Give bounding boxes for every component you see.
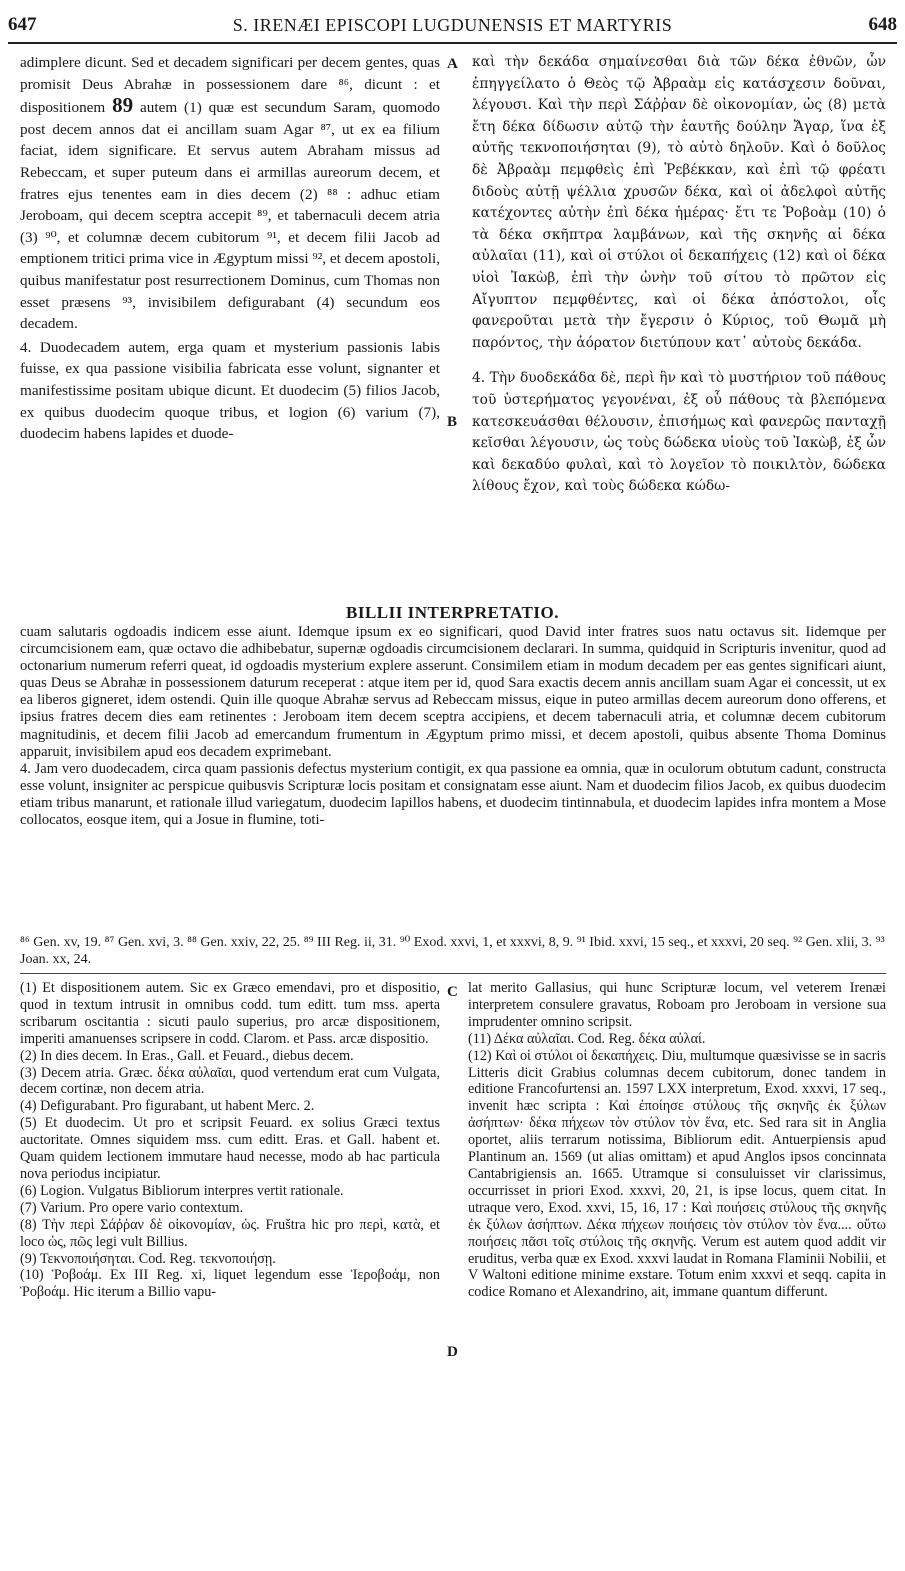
page-header	[8, 8, 897, 44]
page-number-left: 647	[8, 14, 37, 35]
interpretatio-text	[20, 624, 886, 829]
section-number: 89	[112, 93, 134, 118]
greek-text-column	[472, 52, 886, 498]
latin-paragraph: adimplere dicunt. Sed et decadem significari per decem gentes, quas promisit Deus Abrahæ in possessionem dare ⁸⁶, dicunt : et dispositionem 89 autem (1) quæ est secundum Saram, quomodo post decem annos dat ei ancillam suam Agar ⁸⁷, ut ex ea filium faciat, idem significare. Et servus autem Abraham missus ad Rebeccam, et super puteum dans ei armillas aureorum decem, et fratres ejus tenentes eam in dies decem (2) ⁸⁸ : adhuc etiam Jeroboam, qui decem sceptra accepit ⁸⁹, et tabernaculi decem atria (3) ⁹⁰, et columnæ decem cubitorum ⁹¹, et decem filii Jacob ad emptionem tritici prima vice in Ægyptum missi ⁹², et decem apostoli, quibus manifestatur post resurrectionem Dominus, cum Thomas non esset præsens ⁹³, invisibilem defigurabant (4) secundum eos decadem.	[20, 54, 441, 333]
interpretatio-paragraph: cuam salutaris ogdoadis indicem esse aiunt. Idemque ipsum ex eo significari, quod David inter fratres suos natu octavus sit. Iidemque per circumcisionem eam, quæ octavo die adhibebatur, supernæ ogdoadis circumcisionem declarari. In summa, quidquid in Scripturis invenitur, quod ad octonarium numerum referri queat, id ogdoadis mysterium explere asserunt. Consimilem etiam in modum decadem per eas gentes significari aiunt, quas Deus se Abrahæ in possessionem daturum receperat : atque item per id, quod Sara exactis decem annis ancillam suam Agar ei concessit, ut ex ea liberos gigneret, idem ostendi. Quin ille quoque Abrahæ servus ad Rebeccam missus, eique in puteo armillas decem aureorum dono offerens, et ipsius fratres decem dies eam retinentes : Jeroboam item decem sceptra accipiens, et decem tabernaculi atria, et columnæ decem cubitorum magnitudinis, et decem filii Jacob ad emercandum frumentum in Ægyptum primo missi, et decem apostoli, quibus absente Thoma Dominus apparuit, invisibilem apud eos decadem exprimebant.	[20, 624, 886, 760]
running-title: S. IRENÆI EPISCOPI LUGDUNENSIS ET MARTYRIS	[232, 15, 673, 35]
margin-marker-d: D	[447, 1344, 458, 1360]
interpretatio-paragraph: 4. Jam vero duodecadem, circa quam passionis defectus mysterium contigit, ex qua passione ea omnia, quæ in oculorum obtutum cadunt, constructa esse volunt, insigniter ac perspicue quibusvis Scripturæ locis positam et consignatam esse aiunt. Nam et duodecim filios Jacob, ex quibus duodecim etiam tribus manarunt, et rationale illud variegatum, duodecim lapillos habens, et duodecim tintinnabula, et duodecim lapides infra montem a Mose collocatos, eosque item, qui a Josue in flumine, toti-	[20, 760, 886, 829]
margin-marker-a: A	[447, 56, 458, 72]
latin-text-column	[20, 52, 440, 445]
note-item: (7) Varium. Pro opere vario contextum.	[20, 1199, 244, 1216]
note-item: (12) Καὶ οἱ στύλοι οἱ δεκαπήχεις. Diu, multumque quæsivisse se in sacris Litteris dicit Grabius columnas decem cubitorum, donec tandem in editione Francofurtensi an. 1597 LXX interpretum, Exod. xxxvi, 17 seq., invenit hæc scripta : Καὶ ἐποίησε στύλους τῆς σκηνῆς ἐκ ξύλων ἀσήπτων· δέκα πήχεων τὸν στύλον τὸν ἕνα, etc. Sed rara sit in Anglia oportet, aliis terrarum notissima, Bibliorum edit. Antuerpiensis apud Plantinum an. 1569 (ut alias omittam) et apud Anglos ipsos concinnata Cantabrigiensis an. 1665. Utramque si consuluisset vir clarissimus, occurrisset in priori Exod. xxxvi, 20, 21, is ipse locus, quem citat. In utraque vero, Exod. xxvi, 15, 16, 17 : Καὶ ποιήσεις στύλους τῆς σκηνῆς ἐκ ξύλων ἀσήπτων. Δέκα πήχεων ποιήσεις τὸν στύλον τὸν ἕνα.... οὕτω ποιήσεις πᾶσι τοῖς στύλοις τῆς σκηνῆς. Verum est autem quod addit vir eruditus, verba quæ ex Exod. xxxvi laudat in Romana Flaminii Nobilii, et V Waltoni editione minime exstare. Totum enim xxxvi et seqq. capita in codice Romano et Alexandrino, ait, immane quantum differunt.	[468, 1047, 886, 1301]
margin-marker-b: B	[447, 414, 458, 430]
note-item: (8) Τὴν περὶ Σάῤῥαν δὲ οἰκονομίαν, ὡς. Fruštra hic pro περὶ, κατὰ, et loco ὡς, πῶς legi vult Billius.	[20, 1216, 440, 1250]
note-item: (4) Defigurabant. Pro figurabant, ut habent Merc. 2.	[20, 1098, 315, 1115]
greek-paragraph: καὶ τὴν δεκάδα σημαίνεσθαι διὰ τῶν δέκα ἐθνῶν, ὧν ἐπηγγείλατο ὁ Θεὸς τῷ Ἀβραὰμ εἰς κατάσχεσιν δοῦναι, λέγουσι. Καὶ τὴν περὶ Σάῤῥαν δὲ οἰκονομίαν, ὡς (8) μετὰ ἔτη δέκα δίδωσιν αὐτῷ τὴν ἑαυτῆς δούλην Ἄγαρ, ἵνα ἐξ αὐτῆς τεκνοποιήσηται (9), τὸ αὐτὸ δηλοῦν. Καὶ ὁ δοῦλος δὲ Ἀβραὰμ πεμφθεὶς ἐπὶ Ῥεβέκκαν, καὶ ἐπὶ τῷ φρέατι διδοὺς αὐτῇ ψέλλια χρυσῶν δέκα, καὶ οἱ ἀδελφοὶ αὐτῆς κατέχοντες αὐτὴν ἐπὶ δέκα ἡμέρας· ἔτι τε Ῥοβοὰμ (10) ὁ τὰ δέκα σκῆπτρα λαμβάνων, καὶ τῆς σκηνῆς αἱ δέκα αὐλαῖαι (11), καὶ οἱ στύλοι οἱ δεκαπήχεις (12) καὶ οἱ δέκα υἱοὶ Ἰακὼβ, ἐπὶ τὴν ὠνὴν τοῦ σίτου τὸ πρῶτον εἰς Αἴγυπτον πεμφθέντες, καὶ οἱ δέκα ἀπόστολοι, οἷς φανεροῦται μετὰ τὴν ἔγερσιν ὁ Κύριος, τοῦ Θωμᾶ μὴ παρόντος, τὴν ἀόρατον διετύπουν κατ᾽ αὐτοὺς δεκάδα.	[472, 54, 886, 351]
page-number-right: 648	[868, 14, 897, 35]
interpretatio-title: BILLII INTERPRETATIO.	[346, 603, 559, 622]
note-item: (5) Et duodecim. Ut pro et scripsit Feuard. ex solius Græci textus auctoritate. Omnes siquidem mss. cum editt. Eras. et Gall. habent et. Quam quidem lectionem immutare haud necesse, modo ab hac particula nova periodus incipiatur.	[20, 1115, 440, 1182]
note-item: (6) Logion. Vulgatus Bibliorum interpres vertit rationale.	[20, 1182, 344, 1199]
margin-marker-c: C	[447, 984, 458, 1000]
note-item: (2) In dies decem. In Eras., Gall. et Feuard., diebus decem.	[20, 1047, 354, 1064]
note-item: (1) Et dispositionem autem. Sic ex Græco emendavi, pro et dispositio, quod in textum intrusit in omnibus codd. tum editt. tum mss. aperta scribarum oscitantia : sicuti paulo superius, pro arcæ dispositionem, imperiti amanuenses scripsere in codd. Clarom. et Pass. arcæ dispositio.	[20, 980, 440, 1047]
note-item: (9) Τεκνοποιήσηται. Cod. Reg. τεκνοποιήσῃ.	[20, 1250, 276, 1267]
note-item: (3) Decem atria. Græc. δέκα αὐλαῖαι, quod vertendum erat cum Vulgata, decem cortinæ, non decem atria.	[20, 1064, 440, 1098]
note-item: (11) Δέκα αὐλαῖαι. Cod. Reg. δέκα αὐλαί.	[468, 1030, 706, 1047]
note-item: (10) Ῥοβοάμ. Ex III Reg. xi, liquet legendum esse Ἰεροβοάμ, non Ῥοβοάμ. Hic iterum a Billio vapu-	[20, 1267, 440, 1301]
note-item: lat merito Gallasius, qui hunc Scripturæ locum, vel veterem Irenæi interpretem consulere gravatus, Roboam pro Jeroboam in versione sua imprudenter omnino scripsit.	[468, 980, 886, 1030]
greek-paragraph: 4. Τὴν δυοδεκάδα δὲ, περὶ ἣν καὶ τὸ μυστήριον τοῦ πάθους τοῦ ὑστερήματος γεγονέναι, ἐξ οὗ πάθους τὰ βλεπόμενα κατεσκευάσθαι θέλουσιν, ἐπισήμως καὶ φανερῶς πανταχῇ κεῖσθαι λέγουσιν, ὡς τοὺς δώδεκα υἱοὺς τοῦ Ἰακὼβ, ἐξ ὧν καὶ δεκαδύο φυλαὶ, καὶ τὸ λογεῖον τὸ ποικιλτὸν, δώδεκα λίθους ἔχον, καὶ τοὺς δώδεκα κώδω-	[472, 370, 886, 495]
notes-right-column	[468, 980, 886, 1301]
scripture-references: ⁸⁶ Gen. xv, 19. ⁸⁷ Gen. xvi, 3. ⁸⁸ Gen. xxiv, 22, 25. ⁸⁹ III Reg. ii, 31. ⁹⁰ Exod. xxvi, 1, et xxxvi, 8, 9. ⁹¹ Ibid. xxvi, 15 seq., et xxxvi, 20 seq. ⁹² Gen. xlii, 3. ⁹³ Joan. xx, 24.	[20, 934, 886, 974]
notes-left-column	[20, 980, 440, 1301]
latin-paragraph: 4. Duodecadem autem, erga quam et mysterium passionis labis fuisse, ex qua passione visibilia fabricata esse volunt, signanter et manifestissime positam ubique dicunt. Et duodecim (5) filios Jacob, ex quibus duodecim quoque tribus, et logion (6) varium (7), duodecim habens lapides et duode-	[20, 338, 440, 443]
